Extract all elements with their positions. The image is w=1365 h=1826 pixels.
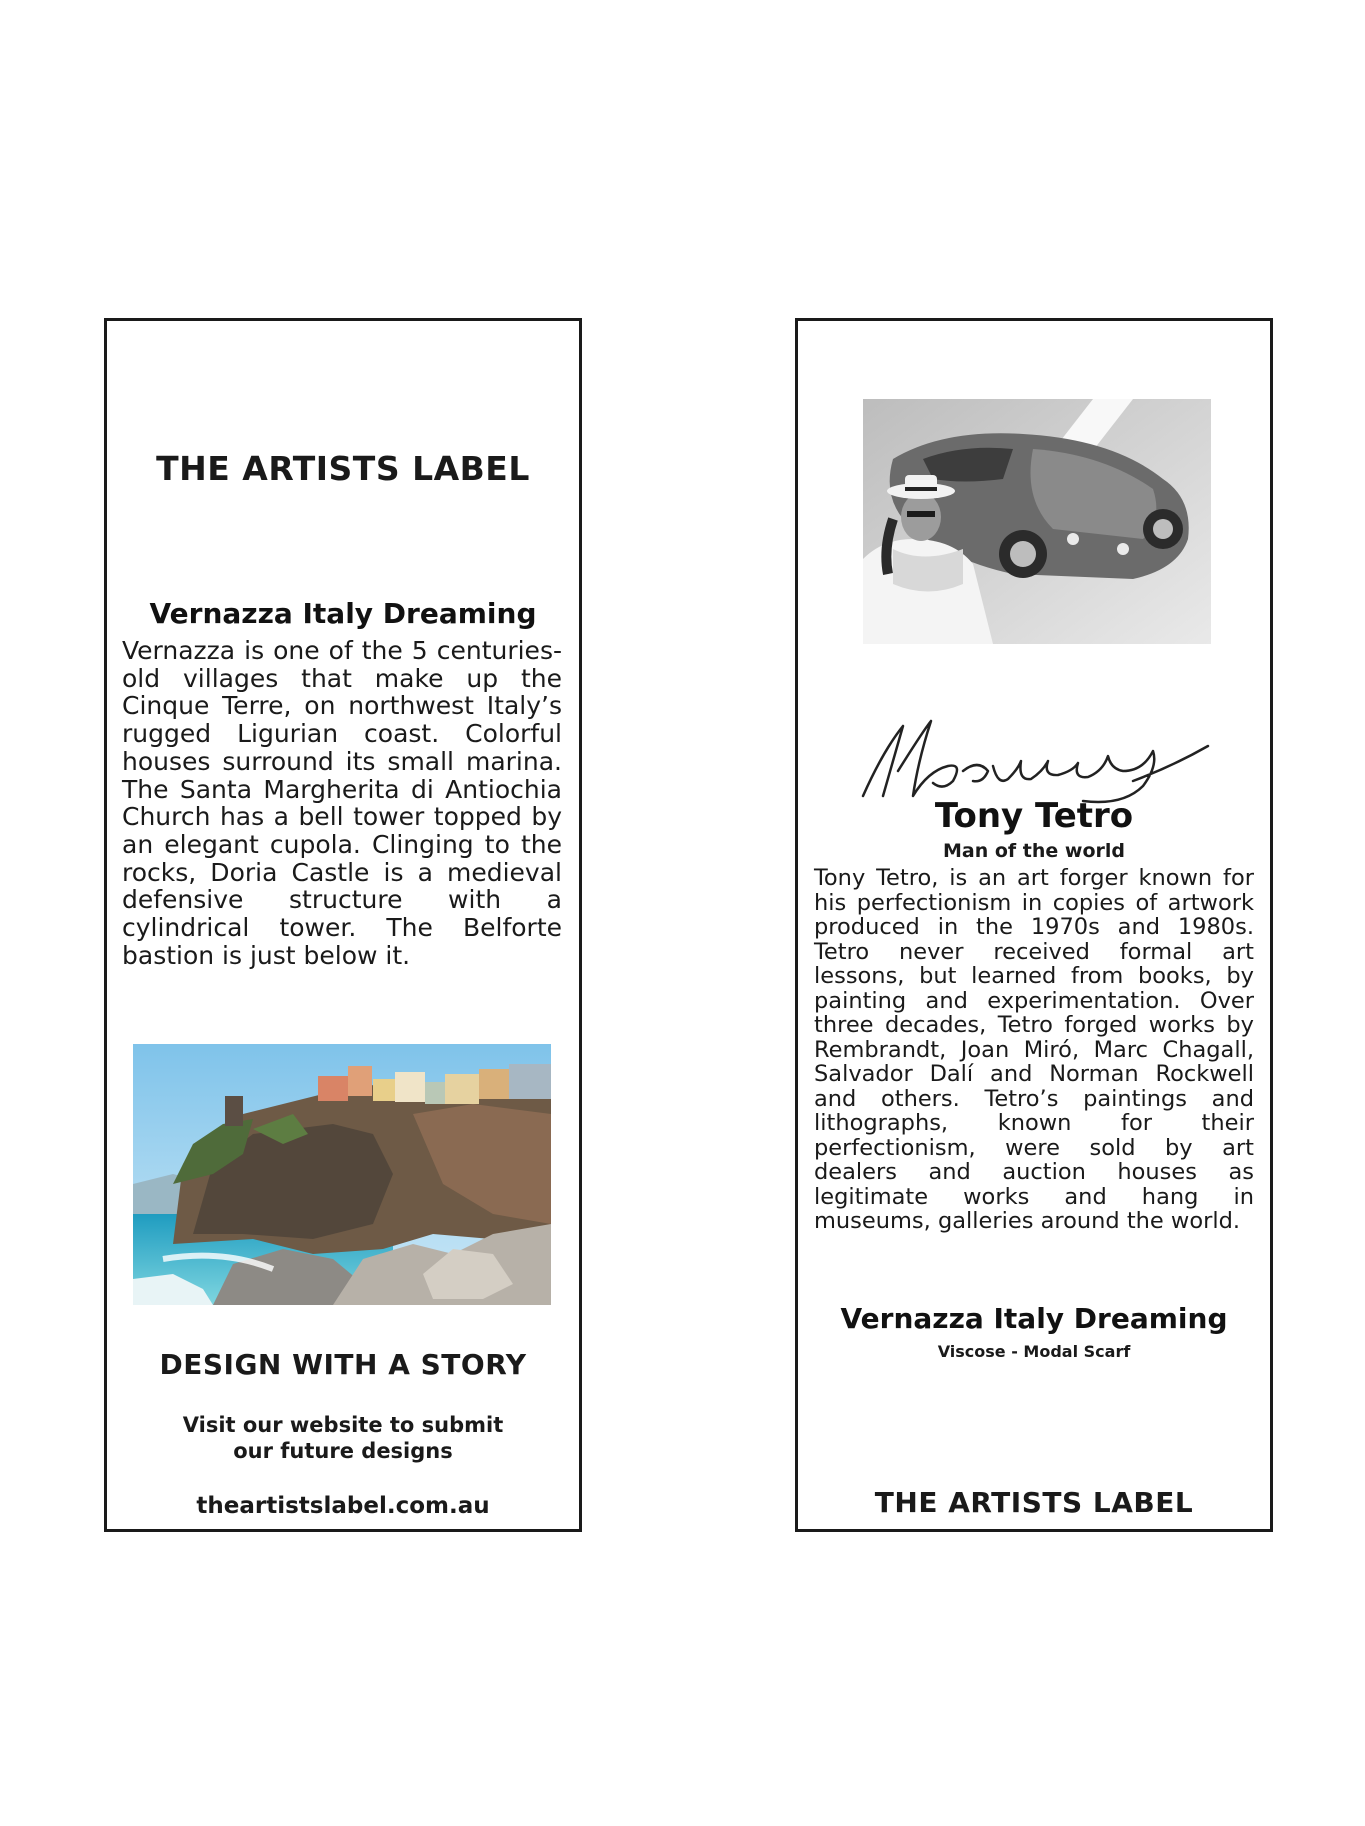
artist-name: Tony Tetro	[934, 796, 1134, 836]
design-title: Vernazza Italy Dreaming	[149, 597, 537, 630]
website-link: theartistslabel.com.au	[196, 1493, 490, 1519]
material-label: Viscose - Modal Scarf	[937, 1342, 1131, 1361]
right-hang-tag	[795, 318, 1273, 1532]
brand-title: THE ARTISTS LABEL	[874, 1486, 1194, 1519]
design-description: Vernazza is one of the 5 centuries-old villages that make up the Cinque Terre, on northwest Italy’s rugged Ligurian coast. Colorful houses surround its small marina. The Santa Margherita di Antiochia Church has a bell tower topped by an elegant cupola. Clinging to the rocks, Doria Castle is a medieval defensive structure with a cylindrical tower. The Belforte bastion is just below it.	[122, 636, 562, 970]
vernazza-coast-photo	[133, 1044, 551, 1305]
artist-bio: Tony Tetro, is an art forger known for his perfectionism in copies of artwork produced in the 1970s and 1980s. Tetro never received formal art lessons, but learned from books, by painting and experimentation. Over three decades, Tetro forged works by Rembrandt, Joan Miró, Marc Chagall, Salvador Dalí and Norman Rockwell and others. Tetro’s paintings and lithographs, known for their perfectionism, were sold by art dealers and auction houses as legitimate works and hang in museums, galleries around the world.	[814, 865, 1254, 1234]
cta-line-1: Visit our website to submit	[182, 1413, 504, 1437]
artist-subtitle: Man of the world	[942, 840, 1125, 862]
tagline: DESIGN WITH A STORY	[159, 1348, 527, 1381]
cta-line-2: our future designs	[233, 1439, 453, 1463]
brand-title: THE ARTISTS LABEL	[156, 449, 530, 488]
left-hang-tag	[104, 318, 582, 1532]
design-title: Vernazza Italy Dreaming	[840, 1302, 1228, 1335]
artist-with-vintage-car-photo	[863, 399, 1211, 644]
